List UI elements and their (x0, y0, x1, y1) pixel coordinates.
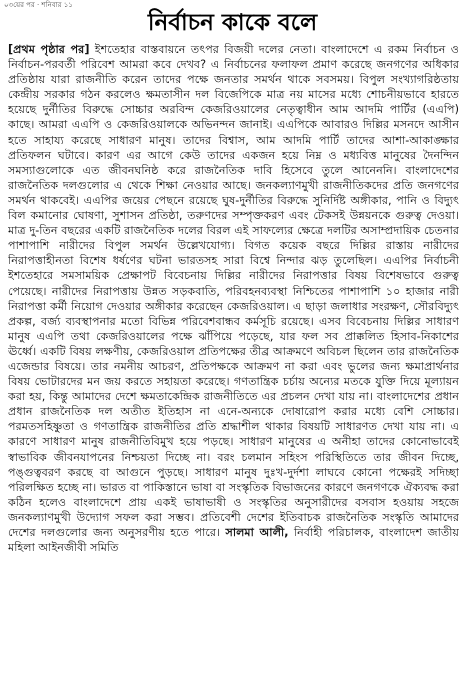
continuation-marker: [প্রথম পৃষ্ঠার পর] (8, 43, 90, 56)
article-text: ইশতেহার বাস্তবায়নে তৎপর বিজয়ী দলের নেতা। বাংলাদেশে এ রকম নির্বাচন ও নির্বাচন-পরবর্তী পরিবেশ আমরা কবে দেখব? এ নির্বাচনের ফলাফল প্রমাণ করেছে জনগণের অধিকার প্রতিষ্ঠায় যারা রাজনীতি করেন তাদের পক্ষে জনতার সমর্থন থাকে সবসময়। বিপুল সংখ্যাগরিষ্ঠতায় কেন্দ্রীয় সরকার গঠন করলেও ক্ষমতাসীন দল বিজেপিকে মাত্র নয় মাসের মধ্যে শোচনীয়ভাবে হারতে হয়েছে দুর্নীতির বিরুদ্ধে সোচ্চার অরবিন্দ কেজরিওয়ালের নেতৃত্বাধীন আম আদমি পার্টির (এএপি) কাছে। আমরা এএপি ও কেজরিওয়ালকে অভিনন্দন জানাই। এএপিকে আবারও দিল্লির মসনদে আসীন হতে সাহায্য করেছে সাধারণ মানুষ। তাদের বিশ্বাস, আম আদমি পার্টি তাদের আশা-আকাঙ্ক্ষার প্রতিফলন ঘটাবে। কারণ এর আগে কেউ তাদের একজন হয়ে নিম্ন ও মধ্যবিত্ত মানুষের দৈনন্দিন সমস্যাগুলোকে এত জীবনঘনিষ্ঠ করে রাজনৈতিক দাবি হিসেবে তুলে আনেননি। বাংলাদেশের রাজনৈতিক দলগুলোর এ থেকে শিক্ষা নেওয়ার আছে। জনকল্যাণমুখী রাজনীতিকদের প্রতি জনগণের সমর্থন থাকবেই। এএপির জয়ের পেছনে রয়েছে ঘুষ-দুর্নীতির বিরুদ্ধে সুনির্দিষ্ট অঙ্গীকার, পানি ও বিদ্যুৎ বিল কমানোর ঘোষণা, সুশাসন প্রতিষ্ঠা, তরুণদের সম্পৃক্তকরণ এবং টেকসই উন্নয়নকে গুরুত্ব দেওয়া। মাত্র দু-তিন বছরের একটি রাজনৈতিক দলের বিরল এই সাফল্যের ক্ষেত্রে দলটির অসাম্প্রদায়িক চেতনার পাশাপাশি নারীদের বিপুল সমর্থন উল্লেখযোগ্য। বিগত কয়েক বছরে দিল্লির রাস্তায় নারীদের নিরাপত্তাহীনতা বিশেষ ধর্ষণের ঘটনা ভারতসহ সারা বিশ্বে নিন্দার ঝড় তুলেছিল। এএপির নির্বাচনী ইশতেহারে সমসাময়িক প্রেক্ষাপট বিবেচনায় দিল্লির নারীদের নিরাপত্তার বিষয় বিশেষভাবে গুরুত্ব পেয়েছে। নারীদের নিরাপত্তায় উন্নত সড়কবাতি, পরিবহনব্যবস্থা নিশ্চিতের পাশাপাশি ১০ হাজার নারী নিরাপত্তা কর্মী নিয়োগ দেওয়ার অঙ্গীকার করেছেন কেজরিওয়াল। এ ছাড়া জলাধার সংরক্ষণ, সৌরবিদ্যুৎ প্রকল্প, বর্জ্য ব্যবস্থাপনার মতো বিভিন্ন পরিবেশবান্ধব কর্মসূচি রয়েছে। এসব বিবেচনায় দিল্লির সাধারণ মানুষ এএপি তথা কেজরিওয়ালের পক্ষে ঝাঁপিয়ে পড়েছে, যার ফল সব প্রাক্কলিত হিসাব-নিকাশের ঊর্ধ্বে। একটি বিষয় লক্ষণীয়, কেজরিওয়াল প্রতিপক্ষের তীব্র আক্রমণে অবিচল ছিলেন তার রাজনৈতিক এজেন্ডার বিষয়ে। তার নমনীয় আচরণ, প্রতিপক্ষকে আক্রমণ না করা এবং ভুলের জন্য ক্ষমাপ্রার্থনার বিষয় ভোটারদের মন জয় করতে সহায়তা করেছে। গণতান্ত্রিক চর্চায় অন্যের মতকে যুক্তি দিয়ে মূল্যায়ন করা হয়, কিন্তু আমাদের দেশে ক্ষমতাকেন্দ্রিক রাজনীতিতে এর প্রচলন দেখা যায় না। বাংলাদেশের প্রধান প্রধান রাজনৈতিক দল অতীত ইতিহাস না এনে-অন্যকে দোষারোপ করার মধ্যে বেশি সোচ্চার। পরমতসহিষ্ণুতা ও গণতান্ত্রিক রাজনীতির প্রতি শ্রদ্ধাশীল থাকার বিষয়টি সাধারণত দেখা যায় না। এ কারণে সাধারণ মানুষ রাজনীতিবিমুখ হয়ে পড়ছে। সাধারণ মানুষের এ অনীহা তাদের কোনোভাবেই স্বাভাবিক জীবনযাপনের নিশ্চয়তা দিচ্ছে না। বরং চলমান সহিংস পরিস্থিতিতে তার জীবন দিচ্ছে, পঙ্গুত্ববরণ করছে বা আগুনে পুড়ছে। সাধারণ মানুষ দুঃখ-দুর্দশা লাঘবে কোনো পক্ষেরই সদিচ্ছা পরিলক্ষিত হচ্ছে না। ভারত বা পাকিস্তানে ভাষা বা সংস্কৃতিক বিভাজনের কারণে জনগণকে ঐক্যবদ্ধ করা কঠিন হলেও বাংলাদেশে প্রায় একই ভাষাভাষী ও সংস্কৃতির অনুসারীদের বসবাস হওয়ায় সহজে জনকল্যাণমুখী উদ্যোগ সফল করা সম্ভব। প্রতিবেশী দেশের ইতিবাচক রাজনৈতিক সংস্কৃতি আমাদের দেশের দলগুলোর জন্য অনুসরণীয় হতে পারে। (8, 43, 459, 539)
header-strip: ০৩য়ের পর · শনিবার ১১ (4, 1, 73, 9)
author-name: সালমা আলী, (225, 526, 289, 539)
article-body (8, 42, 459, 670)
article-headline: নির্বাচন কাকে বলে (147, 10, 318, 36)
author-title: নির্বাহী পরিচালক, বাংলাদেশ জাতীয় মহিলা আইনজীবী সমিতি (8, 526, 459, 555)
